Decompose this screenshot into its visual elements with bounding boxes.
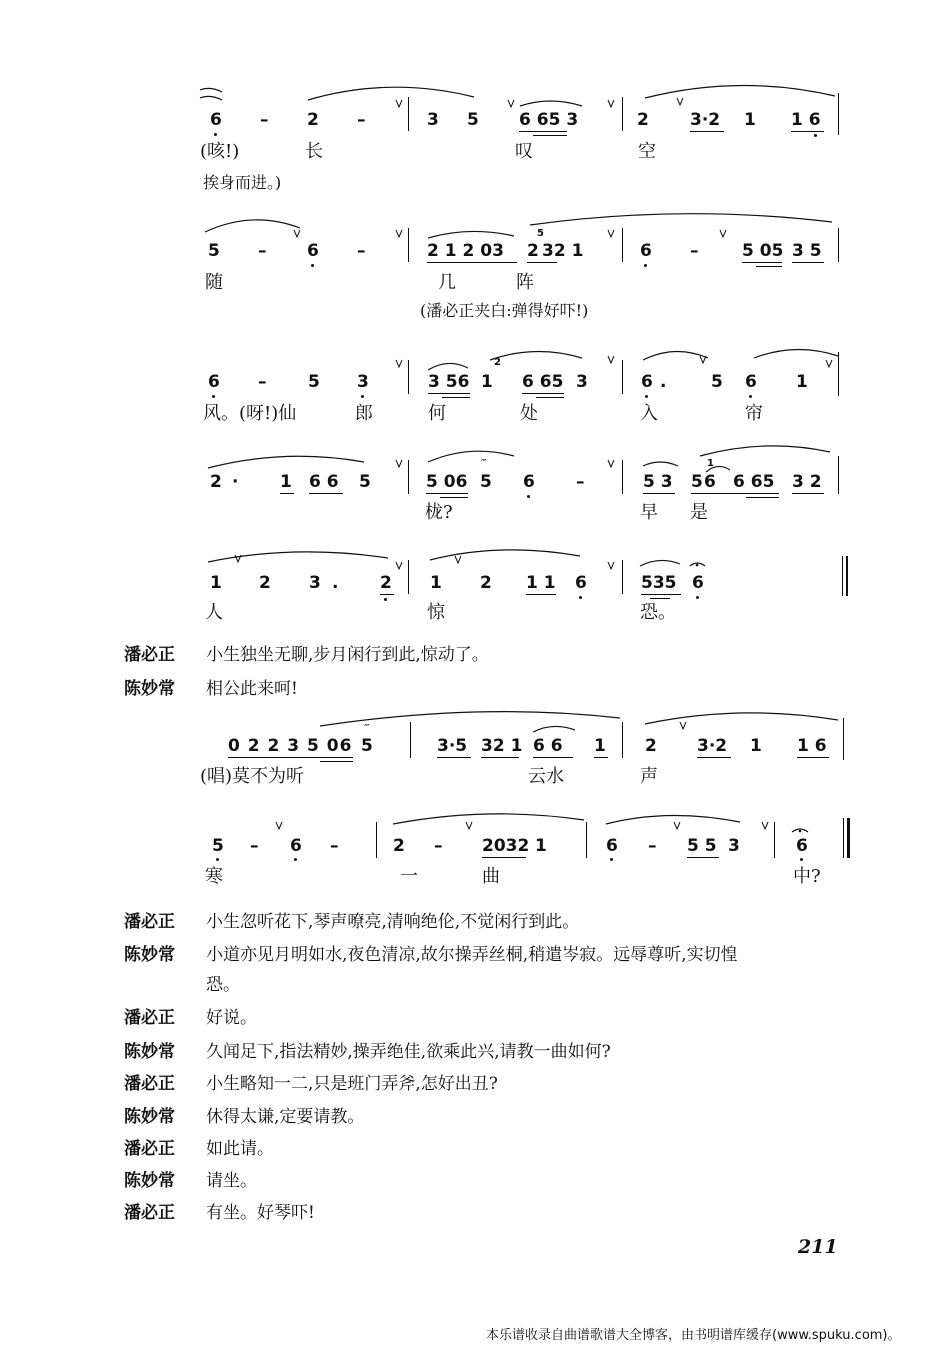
lyric: 风。(呀!)仙 (203, 403, 297, 424)
breath-mark (396, 562, 402, 569)
note: 2 (210, 472, 222, 492)
breath-mark (608, 460, 614, 467)
page-number: 211 (798, 1236, 838, 1258)
slur (754, 349, 838, 358)
breath-mark (396, 460, 402, 467)
dialogue-line: 请坐。 (206, 1171, 257, 1191)
note: 6 (575, 573, 587, 593)
note: 32 1 (481, 736, 523, 756)
breath-mark (235, 555, 241, 562)
lyric: 惊 (427, 602, 445, 623)
lyric: 何 (428, 403, 446, 424)
slur (530, 214, 832, 225)
lyric: 曲 (482, 866, 500, 887)
speaker-name: 潘必正 (124, 912, 175, 932)
slur (490, 351, 582, 360)
note: 6 65 (522, 372, 564, 392)
note: 6 (745, 372, 757, 392)
speaker-name: 陈妙常 (124, 679, 175, 699)
note: 5 (361, 736, 373, 756)
note: 2 (637, 110, 649, 130)
lyric: 是 (690, 502, 708, 523)
note: 5 3 (643, 472, 673, 492)
lyric: 几 (438, 272, 456, 293)
breath-mark (455, 556, 461, 563)
slur (700, 446, 830, 456)
lyric: 帘 (745, 403, 763, 424)
fermata-dot (696, 564, 699, 567)
speaker-name: 潘必正 (124, 1203, 175, 1223)
note: 2032 (482, 836, 530, 856)
speaker-name: 陈妙常 (124, 1042, 175, 1062)
lyric: 处 (520, 403, 538, 424)
note: 5 5 (687, 836, 717, 856)
slur (643, 351, 708, 360)
breath-mark (674, 822, 680, 829)
breath-mark (276, 822, 282, 829)
note: 3 (728, 836, 740, 856)
note: 3·5 (437, 736, 468, 756)
lyric: 恐。 (640, 602, 676, 623)
breath-mark (508, 100, 514, 107)
slur (428, 451, 514, 462)
lyric: 长 (305, 141, 323, 162)
aside-direction: (潘必正夹白:弹得好吓!) (420, 301, 589, 320)
note: 2 (393, 836, 405, 856)
dialogue-line: 恐。 (206, 975, 240, 995)
slur (308, 87, 474, 100)
lyric: 郎 (355, 403, 373, 424)
note: 3 (427, 110, 439, 130)
breath-mark (608, 230, 614, 237)
breath-mark (677, 98, 683, 105)
note: – (258, 241, 267, 261)
dialogue-line: 小生独坐无聊,步月闲行到此,惊动了。 (206, 645, 489, 665)
lyric: 阵 (516, 272, 534, 293)
breath-mark (396, 360, 402, 367)
lyric: 寒 (205, 866, 223, 887)
lyric: (唱)莫不为听 (200, 766, 305, 787)
note: 6 (208, 372, 220, 392)
note: 6 (523, 472, 535, 492)
note: 3·2 (697, 736, 728, 756)
note: 5 06 (426, 472, 468, 492)
note: 2 (645, 736, 657, 756)
note: 6 (210, 110, 222, 130)
note: 3 (357, 372, 369, 392)
note: 1 (744, 110, 756, 130)
note: 0 2 2 3 5 06 (228, 736, 353, 756)
note: 3 5 (792, 241, 822, 261)
note: . (332, 573, 339, 593)
grace-note: 2 (494, 357, 501, 368)
slur (393, 814, 584, 824)
note: 3 (576, 372, 588, 392)
lyric: 随 (205, 272, 223, 293)
dialogue-line: 小生略知一二,只是班门弄斧,怎好出丑? (206, 1074, 498, 1094)
dialogue-line: 有坐。好琴吓! (206, 1203, 315, 1223)
slur (645, 713, 838, 724)
note: – (434, 836, 443, 856)
dialogue-line: 好说。 (206, 1008, 257, 1028)
note: 3 (309, 573, 321, 593)
dialogue-line: 休得太谦,定要请教。 (206, 1107, 365, 1127)
breath-mark (396, 230, 402, 237)
dialogue-line: 久闻足下,指法精妙,操弄绝佳,欲乘此兴,请教一曲如何? (206, 1042, 611, 1062)
dialogue-line: 相公此来呵! (206, 679, 298, 699)
fermata-dot (799, 830, 802, 833)
ornament-mark: ‴ (481, 457, 487, 470)
note: 2 (480, 573, 492, 593)
note: 2 (307, 110, 319, 130)
dialogue-line: 小生忽听花下,琴声嘹亮,清响绝伦,不觉闲行到此。 (206, 912, 580, 932)
note: – (330, 836, 339, 856)
lyric: 一 (400, 866, 418, 887)
breath-mark (680, 722, 686, 729)
note: 3 2 (792, 472, 822, 492)
note: 1 6 (797, 736, 827, 756)
breath-mark (826, 360, 832, 367)
slur (320, 712, 620, 726)
note: 6 (640, 241, 652, 261)
breath-mark (396, 100, 402, 107)
speaker-name: 潘必正 (124, 1139, 175, 1159)
note: 6 (704, 472, 716, 492)
lyric: (咳!) (200, 141, 240, 162)
note: 5 (691, 472, 703, 492)
slur (200, 88, 222, 92)
breath-mark (608, 356, 614, 363)
note: 5 (308, 372, 320, 392)
slur (428, 363, 468, 370)
slur (640, 560, 680, 566)
source-footer: 本乐谱收录自曲谱歌谱大全博客，由书明谱库缓存(www.spuku.com)。 (486, 1328, 901, 1343)
note: 6 (307, 241, 319, 261)
ornament-mark: ‴ (364, 722, 370, 735)
note: 5 (711, 372, 723, 392)
note: – (648, 836, 657, 856)
grace-note: 1 (707, 458, 714, 469)
note: 6 (290, 836, 302, 856)
note: 5 (480, 472, 492, 492)
slur (208, 456, 364, 468)
note: – (260, 110, 269, 130)
note: 6 (606, 836, 618, 856)
speaker-name: 潘必正 (124, 1008, 175, 1028)
breath-mark (466, 822, 472, 829)
note: 1 (796, 372, 808, 392)
note: 5 (467, 110, 479, 130)
breath-mark (608, 562, 614, 569)
note: 6 (641, 372, 653, 392)
note: 1 (535, 836, 547, 856)
speaker-name: 潘必正 (124, 645, 175, 665)
slur (208, 552, 388, 562)
note: 6 6 (309, 472, 339, 492)
note: – (357, 110, 366, 130)
note: 5 (359, 472, 371, 492)
note: · (232, 472, 239, 492)
lyric: 叹 (515, 141, 533, 162)
note: 6 (692, 573, 704, 593)
note: – (357, 241, 366, 261)
speaker-name: 陈妙常 (124, 1107, 175, 1127)
dialogue-line: 如此请。 (206, 1139, 274, 1159)
speaker-name: 潘必正 (124, 1074, 175, 1094)
note: 2 (259, 573, 271, 593)
lyric: 人 (205, 602, 223, 623)
note: . (660, 372, 667, 392)
note: 1 (430, 573, 442, 593)
note: – (250, 836, 259, 856)
lyric: 入 (640, 403, 658, 424)
breath-mark (700, 356, 706, 363)
note: 5 (208, 241, 220, 261)
note: 1 (210, 573, 222, 593)
lyric: 空 (638, 141, 656, 162)
grace-note: 5 (537, 228, 544, 239)
dialogue-line: 小道亦见月明如水,夜色清凉,故尔操弄丝桐,稍遣岑寂。远辱尊听,实切惶 (206, 945, 738, 965)
note: 1 (594, 736, 606, 756)
note: 5 (212, 836, 224, 856)
lyric: 云水 (528, 766, 564, 787)
note: – (690, 241, 699, 261)
lyric: 中? (793, 866, 821, 887)
breath-mark (720, 230, 726, 237)
note: 6 65 3 (519, 110, 579, 130)
stage-direction: 挨身而进。) (203, 173, 282, 192)
note: 5 05 (742, 241, 784, 261)
note: 1 6 (791, 110, 821, 130)
breath-mark (608, 100, 614, 107)
note: 32 1 (542, 241, 584, 261)
slur (606, 815, 740, 824)
breath-mark (294, 230, 300, 237)
note: 1 (280, 472, 292, 492)
slur (645, 85, 835, 98)
note: 1 (481, 372, 493, 392)
slur (520, 101, 582, 106)
note: 6 65 (733, 472, 775, 492)
breath-mark (762, 822, 768, 829)
note: 535 (641, 573, 677, 593)
slur (533, 726, 575, 732)
note: 6 6 (533, 736, 563, 756)
speaker-name: 陈妙常 (124, 1171, 175, 1191)
note: – (576, 472, 585, 492)
note: 3 56 (428, 372, 470, 392)
lyric: 早 (640, 502, 658, 523)
note: 1 (750, 736, 762, 756)
speaker-name: 陈妙常 (124, 945, 175, 965)
note: 3·2 (690, 110, 721, 130)
note: 2 (380, 573, 392, 593)
lyric: 栊? (425, 502, 453, 523)
slur (643, 462, 678, 466)
note: – (258, 372, 267, 392)
slur (430, 550, 580, 560)
slur (200, 96, 222, 100)
note: 1 1 (526, 573, 556, 593)
lyric: 声 (640, 766, 658, 787)
slur (205, 220, 300, 232)
slur (428, 231, 514, 238)
slur (706, 466, 730, 472)
note: 6 (796, 836, 808, 856)
note: 2 (527, 241, 539, 261)
note: 2 1 2 03 (427, 241, 504, 261)
